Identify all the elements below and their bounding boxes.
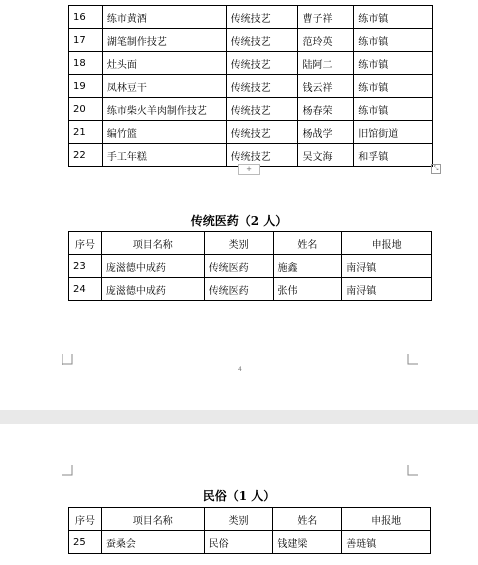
row-number: 16 [69,6,103,29]
table-traditional-crafts [68,5,433,167]
project-name: 湖笔制作技艺 [102,29,226,52]
header-person: 姓名 [273,232,342,255]
person-name: 杨春荣 [298,98,354,121]
location: 和孚镇 [354,144,433,167]
margin-corner-top-right-icon [407,465,418,476]
section-title-medicine: 传统医药（2 人） [190,214,288,228]
category: 传统医药 [204,278,273,301]
category: 传统医药 [204,255,273,278]
page-number: 4 [238,366,242,373]
project-name: 编竹篮 [102,121,226,144]
person-name: 杨战学 [298,121,354,144]
header-location: 申报地 [342,508,431,531]
page-gap [0,410,478,424]
table-folk-custom [68,507,431,554]
row-number: 17 [69,29,103,52]
location: 练市镇 [354,52,433,75]
location: 练市镇 [354,29,433,52]
section-title-folk-custom: 民俗（1 人） [202,489,276,503]
table-header-row [69,232,432,255]
category: 传统技艺 [226,6,298,29]
row-number: 20 [69,98,103,121]
table-resize-handle[interactable]: ⤡ [431,164,441,174]
table-row [69,278,432,301]
margin-corner-bottom-left-icon [62,354,73,365]
category: 传统技艺 [226,98,298,121]
person-name: 曹子祥 [298,6,354,29]
project-name: 手工年糕 [102,144,226,167]
category: 传统技艺 [226,144,298,167]
row-number: 18 [69,52,103,75]
person-name: 吴文海 [298,144,354,167]
table-row [69,121,433,144]
category: 传统技艺 [226,52,298,75]
table-row [69,52,433,75]
location: 练市镇 [354,98,433,121]
person-name: 张伟 [273,278,342,301]
person-name: 范玲英 [298,29,354,52]
category: 传统技艺 [226,121,298,144]
document-page-2 [0,424,478,565]
person-name: 钱建梁 [273,531,342,554]
table-row [69,98,433,121]
location: 南浔镇 [342,278,432,301]
person-name: 钱云祥 [298,75,354,98]
project-name: 灶头面 [102,52,226,75]
location: 练市镇 [354,75,433,98]
project-name: 庞滋德中成药 [101,278,204,301]
row-number: 21 [69,121,103,144]
category: 民俗 [204,531,273,554]
category: 传统技艺 [226,75,298,98]
person-name: 施鑫 [273,255,342,278]
header-number: 序号 [69,508,102,531]
header-category: 类别 [204,508,273,531]
table-add-row-handle[interactable]: + [238,164,260,175]
location: 南浔镇 [342,255,432,278]
table-row [69,29,433,52]
location: 练市镇 [354,6,433,29]
category: 传统技艺 [226,29,298,52]
location: 善琏镇 [342,531,431,554]
row-number: 19 [69,75,103,98]
person-name: 陆阿二 [298,52,354,75]
table-row [69,531,431,554]
location: 旧馆街道 [354,121,433,144]
margin-corner-top-left-icon [62,465,73,476]
header-number: 序号 [69,232,102,255]
header-category: 类别 [204,232,273,255]
project-name: 蚕桑会 [101,531,204,554]
table-row [69,6,433,29]
row-number: 25 [69,531,102,554]
header-location: 申报地 [342,232,432,255]
project-name: 练市柴火羊肉制作技艺 [102,98,226,121]
table-row [69,75,433,98]
table-row [69,255,432,278]
row-number: 23 [69,255,102,278]
row-number: 24 [69,278,102,301]
row-number: 22 [69,144,103,167]
header-project-name: 项目名称 [101,508,204,531]
table-traditional-medicine [68,231,432,301]
header-project-name: 项目名称 [101,232,204,255]
margin-corner-bottom-right-icon [407,354,418,365]
project-name: 庞滋德中成药 [101,255,204,278]
header-person: 姓名 [273,508,342,531]
project-name: 练市黄酒 [102,6,226,29]
project-name: 凤林豆干 [102,75,226,98]
table-header-row [69,508,431,531]
